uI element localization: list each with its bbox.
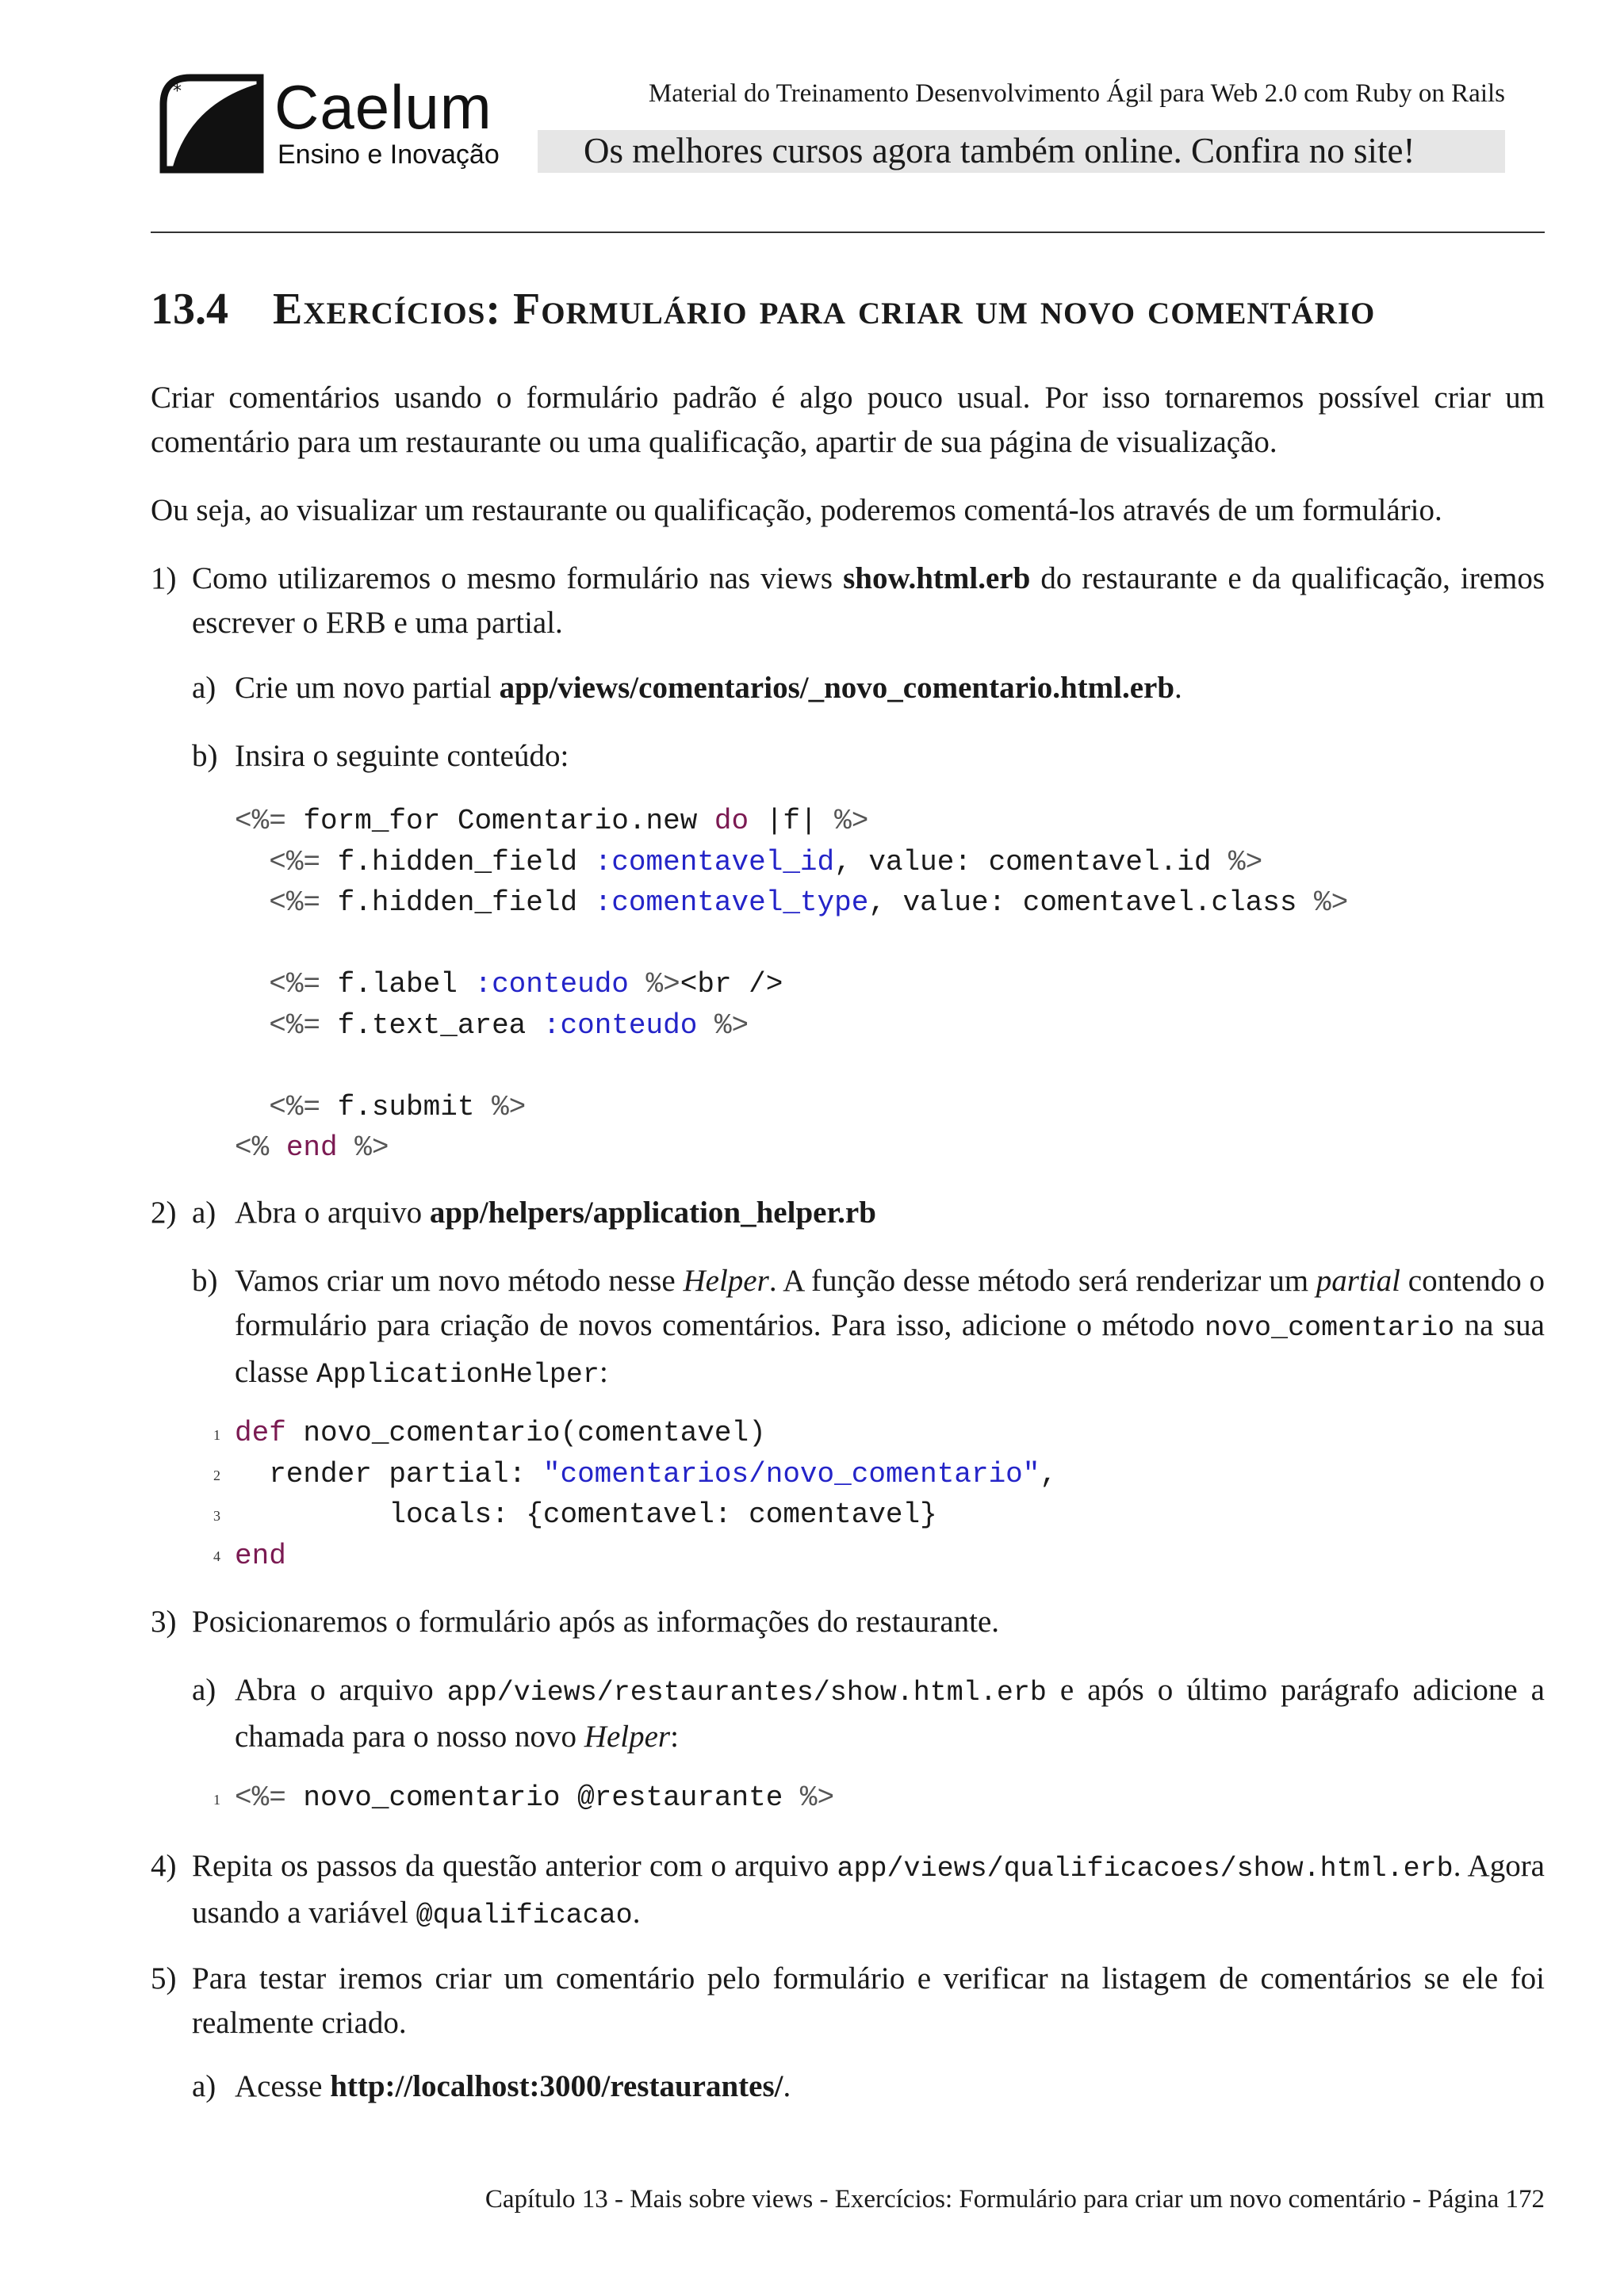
code-block-erb-partial	[235, 801, 1348, 1169]
section-title: Exercícios: Formulário para criar um novo comentário	[273, 285, 1376, 334]
item-letter-2b: b)	[192, 1264, 218, 1298]
item-2a-text: Abra o arquivo	[235, 1196, 430, 1230]
code-line-blank	[235, 1046, 1348, 1087]
item-3a-path: app/views/restaurantes/show.html.erb	[446, 1677, 1047, 1709]
item-letter-2a: a)	[192, 1196, 216, 1230]
item-1-text-b: do restaurante e da qualificação, iremos escrever o ERB e uma partial.	[192, 561, 1545, 640]
code-line: <%= f.text_area :conteudo %>	[269, 1008, 749, 1042]
item-4-text-1: Repita os passos da questão anterior com o arquivo	[192, 1849, 837, 1883]
item-2b-method-name: novo_comentario	[1205, 1312, 1455, 1344]
item-3a-helper: Helper	[584, 1720, 671, 1754]
item-4-path: app/views/qualificacoes/show.html.erb	[837, 1853, 1454, 1885]
item-2b-text-4: na sua classe	[235, 1308, 1545, 1389]
item-2b-helper: Helper	[683, 1264, 769, 1298]
item-5a-text: Acesse	[235, 2069, 331, 2103]
list-item-2a	[235, 1191, 1545, 1235]
line-number: 4	[213, 1548, 220, 1564]
page-footer: Capítulo 13 - Mais sobre views - Exercícios: Formulário para criar um novo comentário - Página 172	[485, 2185, 1545, 2214]
item-letter-3a: a)	[192, 1673, 216, 1707]
localhost-link[interactable]: http://localhost:3000/restaurantes/	[330, 2069, 783, 2103]
intro-paragraph-1: Criar comentários usando o formulário padrão é algo pouco usual. Por isso tornaremos possível criar um comentário para um restaurante ou uma qualificação, apartir de sua página de visualização.	[151, 381, 1545, 459]
code-line: <%= f.hidden_field :comentavel_id, value: comentavel.id %>	[269, 845, 1263, 878]
list-item-5a	[235, 2064, 1545, 2109]
code-block-show-call	[235, 1777, 834, 1819]
line-number: 3	[213, 1508, 220, 1524]
list-item-4	[192, 1844, 1545, 1938]
list-item-1	[192, 557, 1545, 645]
item-3a-text-1: Abra o arquivo	[235, 1673, 447, 1707]
code-line: <%= f.hidden_field :comentavel_type, value: comentavel.class %>	[269, 886, 1349, 919]
code-block-helper-method	[235, 1413, 1057, 1576]
code-line: def novo_comentario(comentavel)	[235, 1417, 766, 1449]
item-4-variable: @qualificacao	[416, 1900, 633, 1931]
item-1-file: show.html.erb	[843, 561, 1031, 595]
line-number: 1	[213, 1427, 220, 1443]
list-item-2b	[235, 1259, 1545, 1397]
code-line: <%= f.submit %>	[269, 1090, 527, 1123]
intro-paragraph-2: Ou seja, ao visualizar um restaurante ou qualificação, poderemos comentá-los através de um formulário.	[151, 493, 1442, 527]
item-letter-5a: a)	[192, 2069, 216, 2103]
item-letter-1b: b)	[192, 739, 218, 773]
item-number-1: 1)	[151, 561, 177, 595]
item-number-2: 2)	[151, 1196, 177, 1230]
item-number-4: 4)	[151, 1849, 177, 1883]
header-divider	[151, 232, 1545, 233]
item-2b-class-name: ApplicationHelper	[316, 1359, 599, 1391]
line-number: 2	[213, 1468, 220, 1483]
item-2a-file: app/helpers/application_helper.rb	[429, 1196, 876, 1230]
section-number: 13.4	[151, 285, 228, 334]
code-line-blank	[235, 924, 1348, 965]
line-number: 1	[213, 1792, 220, 1808]
item-2b-text-5: :	[599, 1355, 608, 1389]
item-3a-text-2: e após o último parágrafo adicione a chamada para o nosso novo	[235, 1673, 1545, 1754]
item-3a-text-3: :	[670, 1720, 679, 1754]
code-line: render partial: "comentarios/novo_comentario",	[235, 1457, 1057, 1490]
list-item-5: Para testar iremos criar um comentário pelo formulário e verificar na listagem de comentários se ele foi realmente criado.	[192, 1961, 1545, 2040]
item-number-5: 5)	[151, 1961, 177, 1996]
caelum-logo-icon	[159, 73, 266, 174]
item-2b-partial: partial	[1316, 1264, 1400, 1298]
item-2b-text-2: . A função desse método será renderizar um	[768, 1264, 1316, 1298]
code-line: <% end %>	[235, 1131, 389, 1164]
code-line: locals: {comentavel: comentavel}	[235, 1498, 937, 1531]
list-item-1a	[235, 666, 1545, 710]
item-1a-path: app/views/comentarios/_novo_comentario.html.erb	[499, 671, 1175, 705]
code-line: <%= novo_comentario @restaurante %>	[235, 1781, 835, 1814]
promo-banner-text[interactable]: Os melhores cursos agora também online. Confira no site!	[584, 131, 1415, 170]
list-item-3: Posicionaremos o formulário após as informações do restaurante.	[192, 1605, 1000, 1639]
item-4-text-2: . Agora usando a variável	[192, 1849, 1545, 1930]
item-1a-text: Crie um novo partial	[235, 671, 500, 705]
item-letter-1a: a)	[192, 671, 216, 705]
code-line: end	[235, 1539, 286, 1572]
code-line: <%= form_for Comentario.new do |f| %>	[235, 805, 869, 837]
item-4-text-3: .	[632, 1896, 641, 1930]
item-1-text-a: Como utilizaremos o mesmo formulário nas views	[192, 561, 844, 595]
code-line: <%= f.label :conteudo %><br />	[269, 968, 783, 1001]
logo-name: Caelum	[274, 72, 492, 142]
item-2b-text-3: contendo o formulário para criação de novos comentários. Para isso, adicione o método	[235, 1264, 1545, 1342]
material-title: Material do Treinamento Desenvolvimento Ágil para Web 2.0 com Ruby on Rails	[648, 79, 1505, 108]
list-item-3a	[235, 1668, 1545, 1759]
svg-text:*: *	[173, 82, 182, 101]
item-5a-end: .	[783, 2069, 791, 2103]
item-2b-text-1: Vamos criar um novo método nesse	[235, 1264, 684, 1298]
list-item-1b: Insira o seguinte conteúdo:	[235, 739, 569, 773]
logo-tagline: Ensino e Inovação	[278, 140, 500, 170]
item-number-3: 3)	[151, 1605, 177, 1639]
item-1a-end: .	[1174, 671, 1182, 705]
